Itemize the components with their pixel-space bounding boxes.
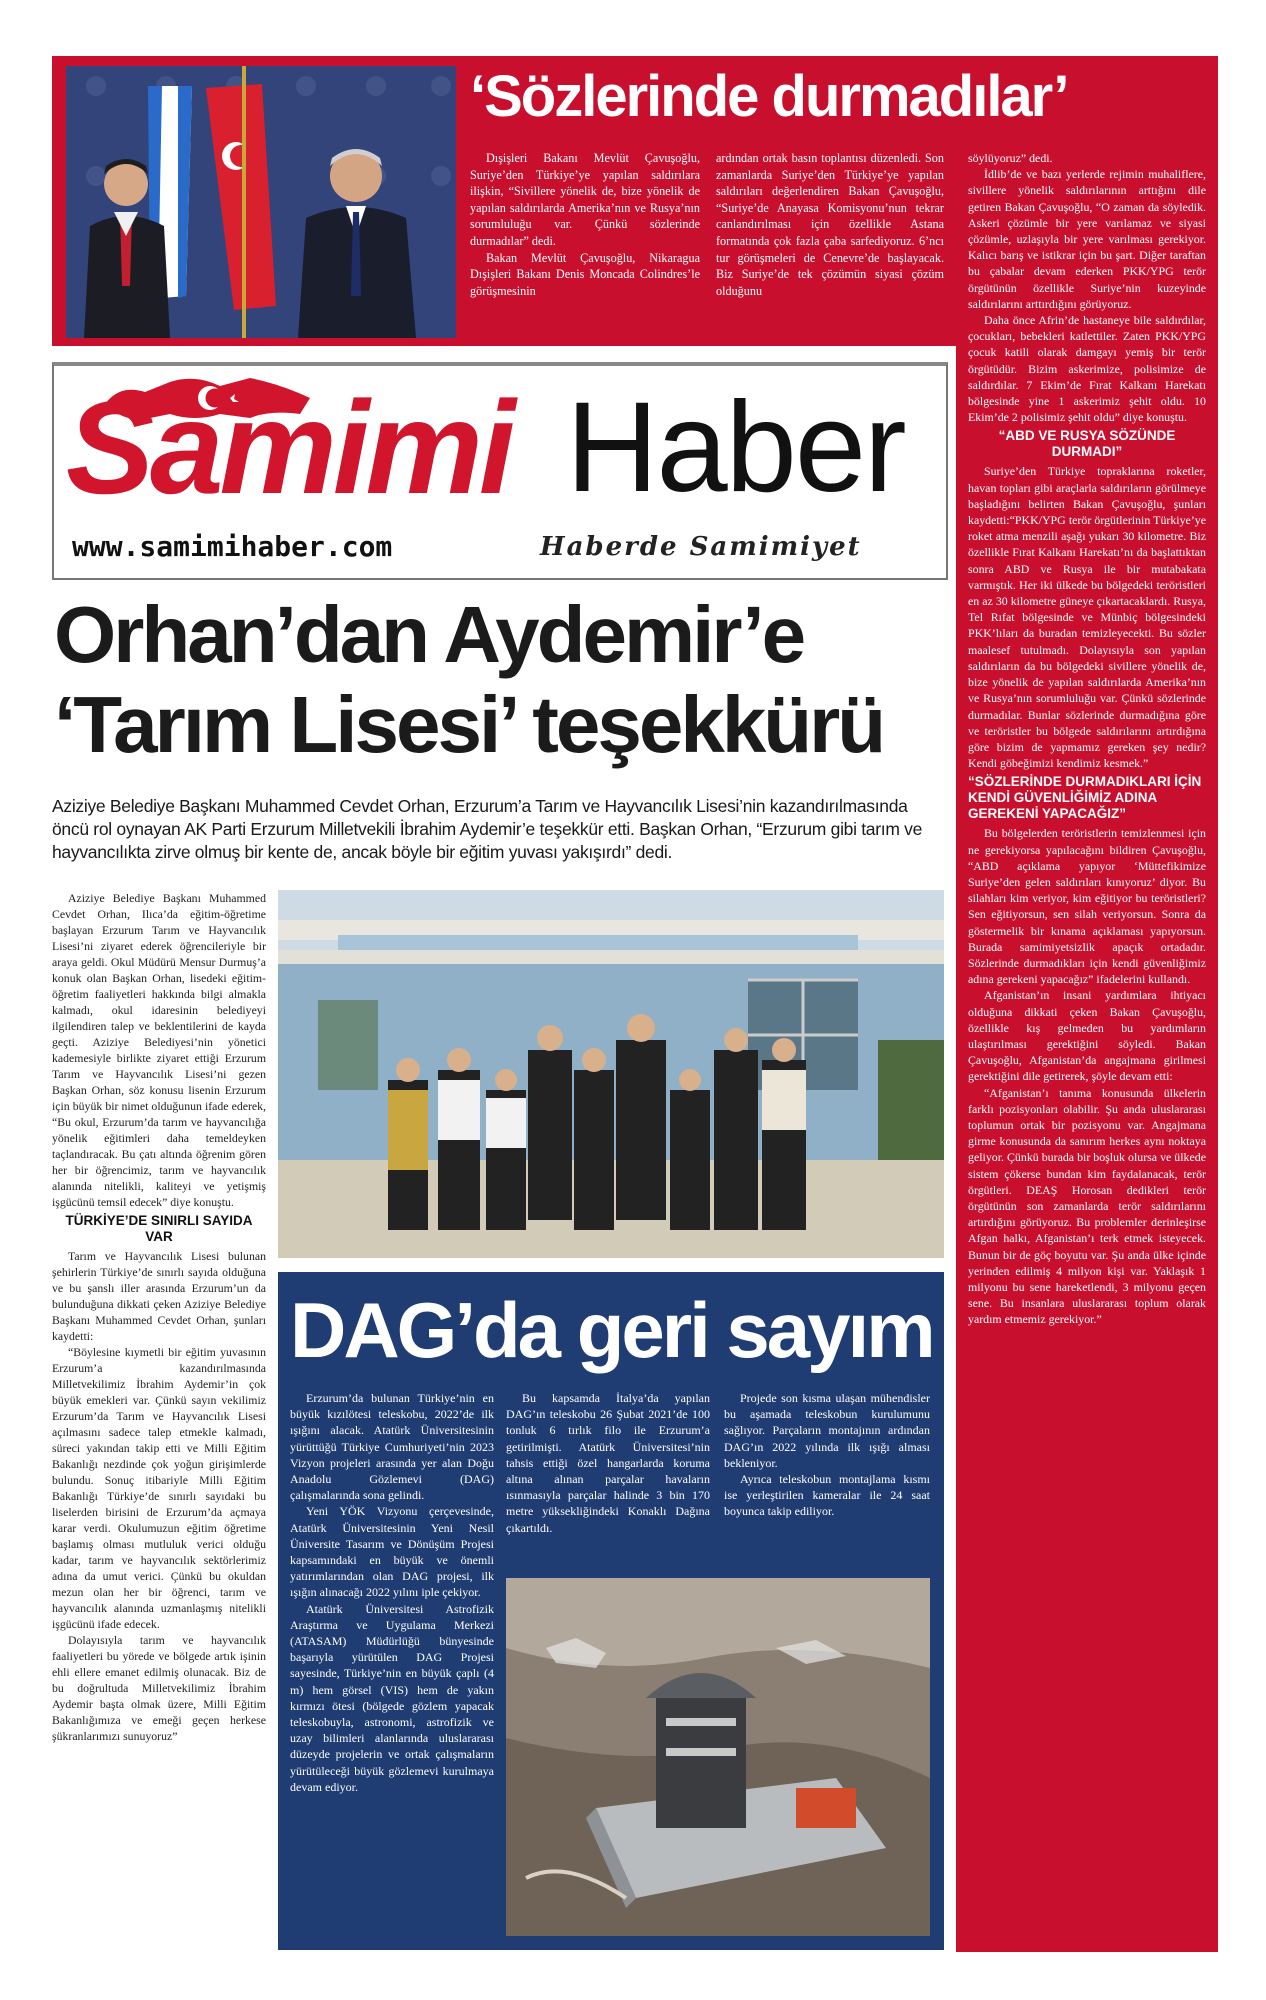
main-story-paragraph: Tarım ve Hayvancılık Lisesi bulunan şehirlerin Türkiye’de sınırlı sayıda olduğuna ve bu şanslı iller arasında Erzurum’un da bulunduğuna dikkati çeken Aziziye Belediye Başkanı Muhammed Cevdet Orhan, şunları kaydetti: [52,1249,266,1343]
right-column-subhead: “ABD VE RUSYA SÖZÜNDE DURMADI” [998,428,1176,460]
school-group-photo [278,890,944,1258]
dag-column-1 [290,1390,494,1795]
main-story-column [52,890,266,1744]
right-column-paragraph: “Afganistan’ı tanıma konusunda ülkelerin farklı pozisyonları olabilir. Şu anda uluslararası toplumun ortak bir pozisyonu var. Angajmana girme konusunda da sanırım herkes aynı noktaya geliyor. Çünkü burada bir boşluk olursa ve ülkede sistem çökerse bundan kim faydalanacak, terör örgütleri. DEAŞ Horosan dedikleri terör örgütünün son zamanlarda terör saldırılarını artırdığını görüyoruz. Bu problemler derinleşirse Afgan halkı, Afganistan’ı terk etmek isteyecek. Bunun bir de göç boyutu var. Şu anda ülke içinde yerinden edilmiş 4 milyon kişi var. Yaklaşık 1 milyonu bu sene hareketlendi, 3 milyonu geçen sene. Bu insanlara uluslararası toplum olarak yardım etmemiz gerekiyor.” [968,1085,1206,1327]
dag-column-2 [506,1390,710,1536]
dag-paragraph: Bu kapsamda İtalya’da yapılan DAG’ın teleskobu 26 Şubat 2021’de 100 tonluk 6 tırlık filo ile Erzurum’a getirilmişti. Atatürk Üniversitesi’nin tahsis ettiği özel hangarlarda koruma altına alınan parçalar havaların ısınmasıyla parçalar halinde 3 bin 170 metre yüksekliğindeki Konaklı Dağına çıkartıldı. [506,1391,710,1535]
right-column-paragraph: İdlib’de ve bazı yerlerde rejimin muhaliflere, sivillere yönelik saldırılarının arttığını dile getiren Bakan Çavuşoğlu, “O zaman da söyledik. Askeri çözümle bir yere varılamaz ve siyasi çözümle, uzlaşıyla bir yere varılması gerekiyor. Kalıcı barış ve istikrar için bu şart. Diğer taraftan bu çabalar devam ederken PKK/YPG terör örgütünün özellikle Suriye’nin kuzeyinde saldırılarını arttırdığını görüyoruz. [968,167,1206,311]
right-column-paragraph: söylüyoruz” dedi. [968,151,1053,165]
main-headline-line-1: Orhan’dan Aydemir’e [54,590,804,679]
logo-samimi: Samimi [66,374,512,521]
main-story-lead: Aziziye Belediye Başkanı Muhammed Cevdet Orhan, Erzurum’a Tarım ve Hayvancılık Lisesi’nin kazandırılmasında öncü rol oynayan AK Parti Erzurum Milletvekili İbrahim Aydemir’e teşekkür etti. Başkan Orhan, “Erzurum gibi tarım ve hayvancılıkta zirve olmuş bir kente de, ancak böyle bir eğitim yuvası yakışırdı” dedi. [52,796,923,862]
dag-paragraph: Ayrıca teleskobun montajlama kısmı ise yerleştirilen kameralar ile 24 saat boyunca takip ediliyor. [724,1472,930,1519]
main-story-paragraph: “Böylesine kıymetli bir eğitim yuvasının Erzurum’a kazandırılmasında Milletvekilimiz İbrahim Aydemir’in çok büyük emekleri var. Çünkü sayın vekilimiz Erzurum’da Tarım ve Hayvancılık Lisesi açılmasını sadece talep etmekle kalmadı, süreci yakından takip etti ve Milli Eğitim Bakanlığı nezdinde çok yoğun girişimlerde bulundu. Sonuç itibariyle Milli Eğitim Bakanlığı Türkiye’de sınırlı sayıdaki bu liselerden birisini de Erzurum’da açmaya karar verdi. Okulumuzun eğitim öğretime başlamış olması mutluluk verici olduğu kadar, tarım ve hayvancılık sektörlerimiz adına da umut verici. Çünkü bu okuldan mezun olan her bir öğrenci, tarım ve hayvancılık alanında uzmanlaşmış nitelikli işgücünü ifade edecek. [52,1345,266,1631]
dag-column-3 [724,1390,930,1520]
top-story-headline: ‘Sözlerinde durmadılar’ [470,64,1068,129]
main-story-paragraph: Aziziye Belediye Başkanı Muhammed Cevdet Orhan, Ilıca’da eğitim-öğretime başlayan Erzurum Tarım ve Hayvancılık Lisesi’ni ziyaret ederek öğrencileriyle bir araya geldi. Okul Müdürü Mensur Durmuş’a konuk olan Başkan Orhan, lisedeki eğitim-öğretim faaliyetleri hakkında bilgi almakla kalmadı, okul idaresinin belediyeyi ilgilendiren talep ve beklentilerini de kayda geçti. Aziziye Belediyesi’nin yönetici kademesiyle birlikte ziyaret ettiği Erzurum Tarım ve Hayvancılık Lisesi’ni gezen Başkan Orhan, söz konusu lisenin Erzurum için büyük bir nimet olduğunun ifade ederek, “Bu okul, Erzurum’da tarım ve hayvancılığa yönelik eğitimleri daha temeldeyken taçlandıracak. Bu çatı altında öğrenim gören her bir öğrencimiz, tarım ve hayvancılık alanında nitelikli, kaliteyi ve yetişmiş işgücünü temsil edecek” diye konuştu. [52,891,266,1209]
top-story-paragraph: Dışişleri Bakanı Mevlüt Çavuşoğlu, Suriye’den Türkiye’ye yapılan saldırılara ilişkin, “Sivillere yönelik de, bize yönelik de yapılan saldırılarda Amerika’nın ve Rusya’nın sorumluluğu var. Çünkü sözlerinde durmadılar” dedi. [470,151,700,248]
main-story-subhead: TÜRKİYE’DE SINIRLI SAYIDA VAR [65,1213,253,1244]
right-column-paragraph: Afganistan’ın insani yardımlara ihtiyacı olduğuna dikkati çeken Bakan Çavuşoğlu, özellikle kış gelmeden bu yardımların ulaştırılması gerektiğini söyledi. Bakan Çavuşoğlu, Afganistan’da angajmana girilmesi gerektiğini dile getirerek, şöyle devam etti: [968,988,1206,1084]
right-column-paragraph: Daha önce Afrin’de hastaneye bile saldırdılar, çocukları, bebekleri katlettiler. Zaten PKK/YPG çocuk katili olarak damgayı yemiş bir terör örgütüdür. Bizim askerimize, polisimize de saldırdılar. 7 Ekim’de Fırat Kalkanı Harekatı bölgesinde yine 1 askerimiz şehit oldu. 10 Ekim’de 2 polisimiz şehit oldu” diye konuştu. [968,313,1206,425]
right-column-text [968,150,1206,1328]
dag-paragraph: Atatürk Üniversitesi Astrofizik Araştırma ve Uygulama Merkezi (ATASAM) Müdürlüğü bünyesinde başarıyla yürütülen DAG Projesi sayesinde, Türkiye’nin en büyük çaplı (4 m) hem görsel (VIS) hem de yakın kırmızı ötesi (bölgede gözlem yapacak teleskobuyla, astronomi, astrofizik ve uzay bilimleri alanlarında uluslararası düzeyde projelerin ve ortak çalışmaların yürütüleceği büyük gözlemevi kurulmaya devam ediyor. [290,1601,494,1794]
telescope-observatory-photo [506,1578,930,1936]
right-column-paragraph: Suriye’den Türkiye topraklarına roketler, havan topları gibi araçlarla saldırıların görülmeye başladığını belirten Bakan Çavuşoğlu, şunları kaydetti:“PKK/YPG terör örgütlerinin Türkiye’ye roket atma menzili aşağı yukarı 30 kilometre. Biz özellikle Fırat Kalkanı Harekatı’nı da başlattıktan sonra ABD ve Rusya ile bir mutabakata varmıştık. Her iki ülkede bu bölgedeki teröristleri en az 30 kilometre güneye çıkartacaklardı. Rusya, Tel Rıfat bölgesinde ve Münbiç bölgesindeki PKK’lıları da buradan temizleyecekti. Bu sözler maalesef tutulmadı. Dolayısıyla son yapılan saldırıların da bu bölgedeki sivillere yönelik de, bize yönelik de yapılan saldırılarda Amerika’nın ve Rusya’nın sorumluluğu var. Çünkü sözlerinde durmadılar. Bunlar sözlerinde durmadığına göre ve teröristler bu bölgede saldırılarını artırdığına göre bizim de yapmamız gereken şey nedir? Kendi göbeğimizi kendimiz kesmek.” [968,464,1206,771]
main-headline [54,590,954,770]
right-column-subhead: “SÖZLERİNDE DURMADIKLARI İÇİN KENDİ GÜVENLİĞİMİZ ADINA GEREKENİ YAPACAĞIZ” [968,774,1202,822]
logo-haber: Haber [566,376,905,519]
dag-paragraph: Projede son kısma ulaşan mühendisler bu aşamada teleskobun kurulumunu sağlıyor. Parçaların montajının ardından DAG’ın 2022 yılında ilk ışığı alması bekleniyor. [724,1391,930,1470]
slogan: Haberde Samimiyet [540,532,862,562]
top-story-column-2 [716,150,944,299]
main-headline-line-2: ‘Tarım Lisesi’ teşekkürü [54,680,884,769]
dag-headline: DAG’da geri sayım [290,1286,933,1374]
website-url[interactable]: www.samimihaber.com [72,530,393,563]
main-story-paragraph: Dolayısıyla tarım ve hayvancılık faaliyetleri bu yörede ve bölgede artık işinin ehli ellere emanet edilmiş olunacak. Biz de bu doğrultuda Milletvekilimiz İbrahim Aydemir başta olmak üzere, Milli Eğitim Bakanlığımıza ve emeği geçen herkese şükranlarımızı sunuyoruz” [52,1633,266,1743]
dag-paragraph: Yeni YÖK Vizyonu çerçevesinde, Atatürk Üniversitesinin Yeni Nesil Üniversite Tasarım ve Dönüşüm Projesi kapsamındaki en büyük ve önemli yatırımlarından olan DAG projesi, ilk ışığın alınacağı 2022 yılını iple çekiyor. [290,1504,494,1600]
cavusoglu-meeting-photo [66,66,456,338]
top-story-column-1 [470,150,700,299]
right-column-paragraph: Bu bölgelerden teröristlerin temizlenmesi için ne gerekiyorsa yapılacağını bildiren Çavuşoğlu, “ABD açıklama yapıyor ‘Müttefikimize Suriye’den gelen saldırıları kınıyoruz’ diyor. Bu silahları kim veriyor, kim eğitiyor bu teröristleri? Sen eğitiyorsun, sen silah veriyorsun. Sonra da göstermelik bir kınama açıklaması yapıyorsun. Burada samimiyetsizlik apaçık ortadadır. Sözlerinde durmadıkları için kendi güvenliğimiz adına gerekeni yapacağız” ifadelerini kullandı. [968,826,1206,987]
dag-paragraph: Erzurum’da bulunan Türkiye’nin en büyük kızılötesi teleskobu, 2022’de ilk ışığını alacak. Atatürk Üniversitesinin yürüttüğü Türkiye Cumhuriyeti’nin 2023 Vizyon projeleri arasında yer alan Doğu Anadolu Gözlemevi (DAG) çalışmalarında sona gelindi. [290,1391,494,1503]
top-story-paragraph: ardından ortak basın toplantısı düzenledi. Son zamanlarda Suriye’den Türkiye’ye yapılan saldırıları değerlendiren Bakan Çavuşoğlu, “Suriye’de Anayasa Komisyonu’nun tekrar canlandırılması için özellikle Astana formatında çok fazla çaba sarfediyoruz. 6’ncı tur görüşmeleri de Cenevre’de başlayacak. Biz Suriye’de tek çözümün siyasi çözüm olduğunu [716,151,944,298]
top-story-paragraph: Bakan Mevlüt Çavuşoğlu, Nikaragua Dışişleri Bakanı Denis Moncada Colindres’le görüşmesinin [470,250,700,298]
